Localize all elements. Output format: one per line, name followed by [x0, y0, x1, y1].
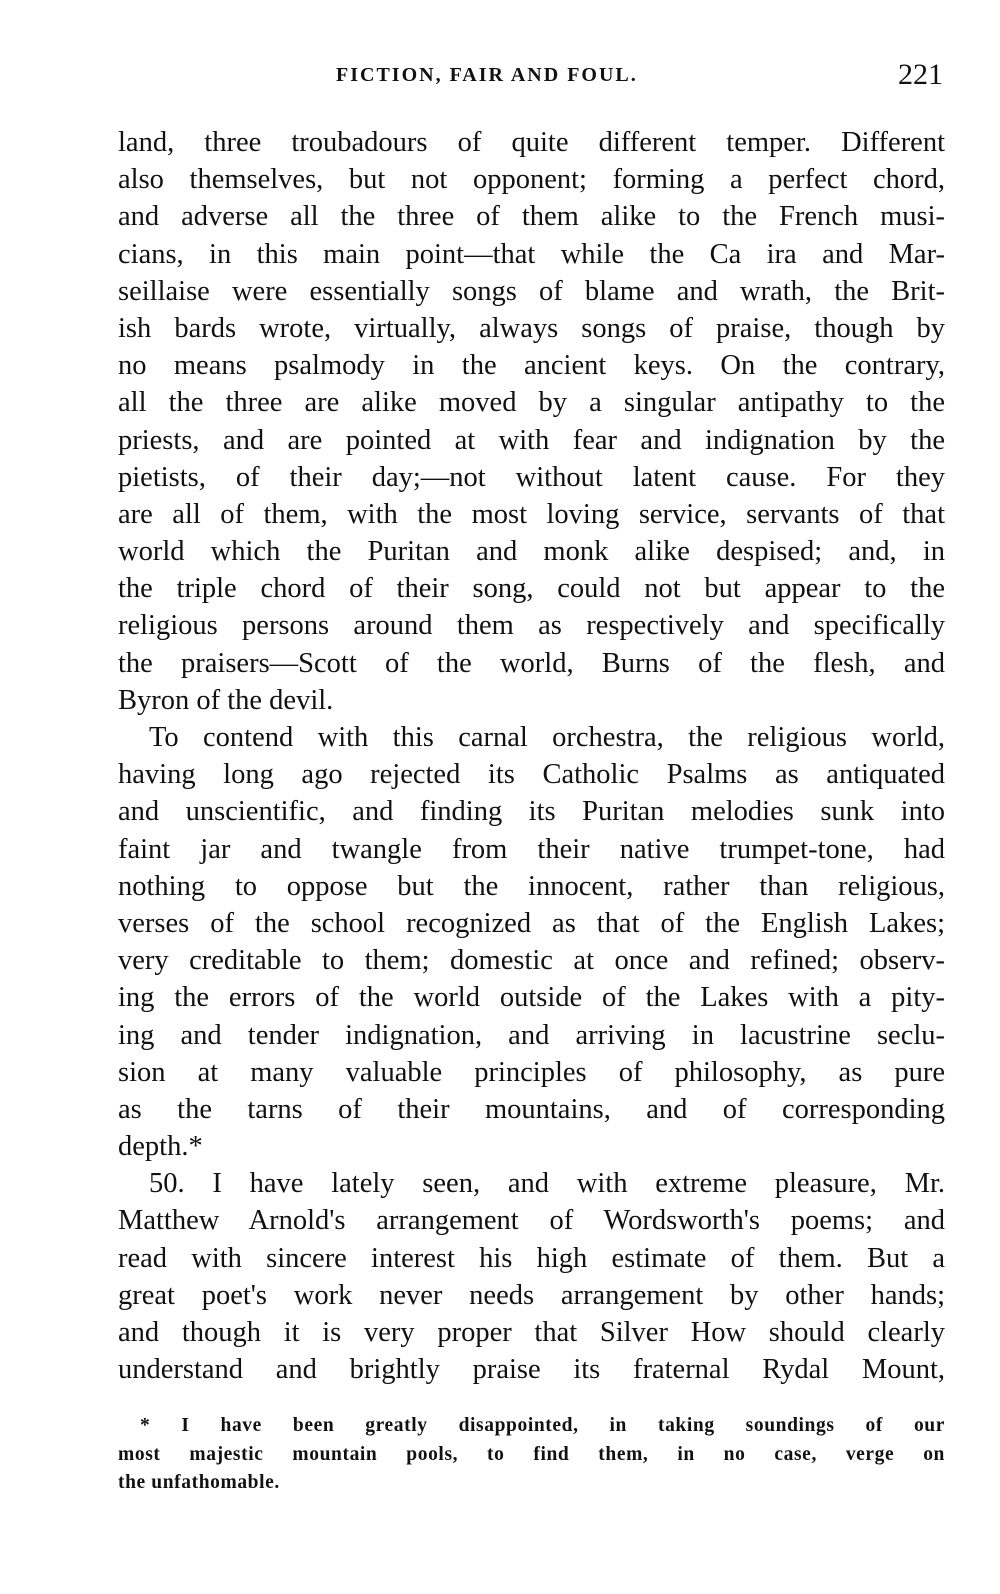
text-line: land, three troubadours of quite different temper. Different	[118, 127, 945, 158]
text-line: religious persons around them as respectively and specifically	[118, 610, 945, 642]
footnote-line: * I have been greatly disappointed, in taking soundings of our	[140, 1415, 945, 1436]
text-line: pietists, of their day;—not without latent cause. For they	[118, 461, 945, 493]
page-number: 221	[898, 58, 943, 91]
text-line: the triple chord of their song, could not but appear to the	[118, 573, 945, 605]
text-line: ing the errors of the world outside of the Lakes with a pity-	[118, 982, 945, 1014]
text-line: no means psalmody in the ancient keys. On the contrary,	[118, 350, 945, 382]
text-line: very creditable to them; domestic at once and refined; observ-	[118, 945, 945, 977]
running-title: FICTION, FAIR AND FOUL.	[336, 64, 638, 86]
text-line: Byron of the devil.	[118, 684, 334, 716]
text-line: having long ago rejected its Catholic Psalms as antiquated	[118, 759, 945, 791]
text-line: are all of them, with the most loving service, servants of that	[118, 498, 945, 530]
text-line: priests, and are pointed at with fear and indignation by the	[118, 424, 945, 456]
text-line: as the tarns of their mountains, and of corresponding	[118, 1093, 945, 1125]
text-line: sion at many valuable principles of philosophy, as pure	[118, 1056, 945, 1088]
text-line: depth.*	[118, 1131, 203, 1163]
text-line: To contend with this carnal orchestra, the religious world,	[149, 722, 945, 753]
text-line: understand and brightly praise its fraternal Rydal Mount,	[118, 1354, 945, 1386]
text-line: verses of the school recognized as that of the English Lakes;	[118, 907, 945, 939]
page-header	[118, 58, 945, 98]
text-line: all the three are alike moved by a singular antipathy to the	[118, 387, 945, 419]
text-line: Matthew Arnold's arrangement of Wordsworth's poems; and	[118, 1205, 945, 1237]
text-line: ing and tender indignation, and arriving in lacustrine seclu-	[118, 1019, 945, 1051]
footnote-line: most majestic mountain pools, to find them, in no case, verge on	[118, 1443, 945, 1465]
footnote	[118, 1412, 945, 1498]
text-line: great poet's work never needs arrangement by other hands;	[118, 1279, 945, 1311]
text-line: seillaise were essentially songs of blame and wrath, the Brit-	[118, 275, 945, 307]
text-line: and adverse all the three of them alike to the French musi-	[118, 201, 945, 233]
text-line: also themselves, but not opponent; forming a perfect chord,	[118, 164, 945, 196]
body-text	[118, 124, 945, 1388]
text-line: faint jar and twangle from their native trumpet-tone, had	[118, 833, 945, 865]
text-line: world which the Puritan and monk alike despised; and, in	[118, 536, 945, 568]
footnote-line: the unfathomable.	[118, 1472, 280, 1493]
text-line: cians, in this main point—that while the Ca ira and Mar-	[118, 238, 945, 270]
text-line: the praisers—Scott of the world, Burns of the flesh, and	[118, 647, 945, 679]
text-line: nothing to oppose but the innocent, rather than religious,	[118, 870, 945, 902]
text-line: 50. I have lately seen, and with extreme pleasure, Mr.	[149, 1168, 945, 1200]
text-line: and though it is very proper that Silver How should clearly	[118, 1317, 945, 1348]
text-line: and unscientific, and finding its Puritan melodies sunk into	[118, 796, 945, 828]
text-line: ish bards wrote, virtually, always songs of praise, though by	[118, 312, 945, 344]
text-line: read with sincere interest his high estimate of them. But a	[118, 1242, 945, 1274]
